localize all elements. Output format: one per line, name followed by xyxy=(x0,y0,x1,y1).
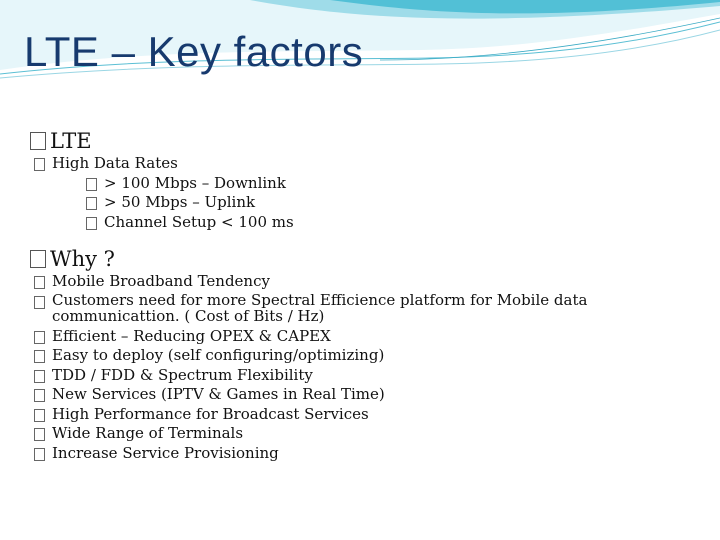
bullet-box-icon xyxy=(86,217,97,230)
list-item-text: Increase Service Provisioning xyxy=(52,443,279,462)
bullet-box-icon xyxy=(34,448,45,461)
list-item-text: High Data Rates xyxy=(52,154,178,172)
bullet-box-icon xyxy=(34,276,45,289)
list-item-text: TDD / FDD & Spectrum Flexibility xyxy=(52,365,313,384)
sub-list-item xyxy=(30,213,700,233)
bullet-box-icon xyxy=(34,370,45,383)
slide-body xyxy=(30,128,700,463)
list-item-text: High Performance for Broadcast Services xyxy=(52,404,369,423)
list-item-text: Customers need for more Spectral Efficience platform for Mobile data communicattion. ( Cost of Bits / Hz) xyxy=(52,290,588,325)
list-item xyxy=(30,292,700,327)
list-item xyxy=(30,366,700,386)
bullet-box-icon xyxy=(30,250,46,268)
bullet-box-icon xyxy=(34,428,45,441)
list-item-text: Efficient – Reducing OPEX & CAPEX xyxy=(52,326,331,345)
section-heading-text: Why ? xyxy=(50,247,115,271)
bullet-box-icon xyxy=(34,158,45,171)
bullet-box-icon xyxy=(30,132,46,150)
list-item xyxy=(30,385,700,405)
bullet-box-icon xyxy=(34,409,45,422)
bullet-box-icon xyxy=(86,197,97,210)
list-item-text: Mobile Broadband Tendency xyxy=(52,272,270,290)
section-heading-why xyxy=(30,246,700,272)
sub-list-item xyxy=(30,193,700,213)
sub-list-item-text: > 50 Mbps – Uplink xyxy=(104,193,256,211)
sub-list-item-text: Channel Setup < 100 ms xyxy=(104,212,294,231)
slide-title: LTE – Key factors xyxy=(24,28,364,75)
list-item xyxy=(30,154,700,174)
sub-list-item xyxy=(30,174,700,194)
bullet-box-icon xyxy=(34,350,45,363)
list-item-text: Easy to deploy (self configuring/optimizing) xyxy=(52,346,385,364)
list-item xyxy=(30,327,700,347)
bullet-box-icon xyxy=(86,178,97,191)
list-item xyxy=(30,272,700,292)
bullet-box-icon xyxy=(34,331,45,344)
section-heading-lte xyxy=(30,128,700,154)
list-item xyxy=(30,346,700,366)
sub-list-item-text: > 100 Mbps – Downlink xyxy=(104,173,286,192)
list-item xyxy=(30,444,700,464)
bullet-box-icon xyxy=(34,389,45,402)
bullet-box-icon xyxy=(34,296,45,309)
list-item-text: Wide Range of Terminals xyxy=(52,424,244,442)
section-heading-text: LTE xyxy=(50,129,92,153)
list-item xyxy=(30,405,700,425)
list-item-text: New Services (IPTV & Games in Real Time) xyxy=(52,385,385,403)
list-item xyxy=(30,424,700,444)
